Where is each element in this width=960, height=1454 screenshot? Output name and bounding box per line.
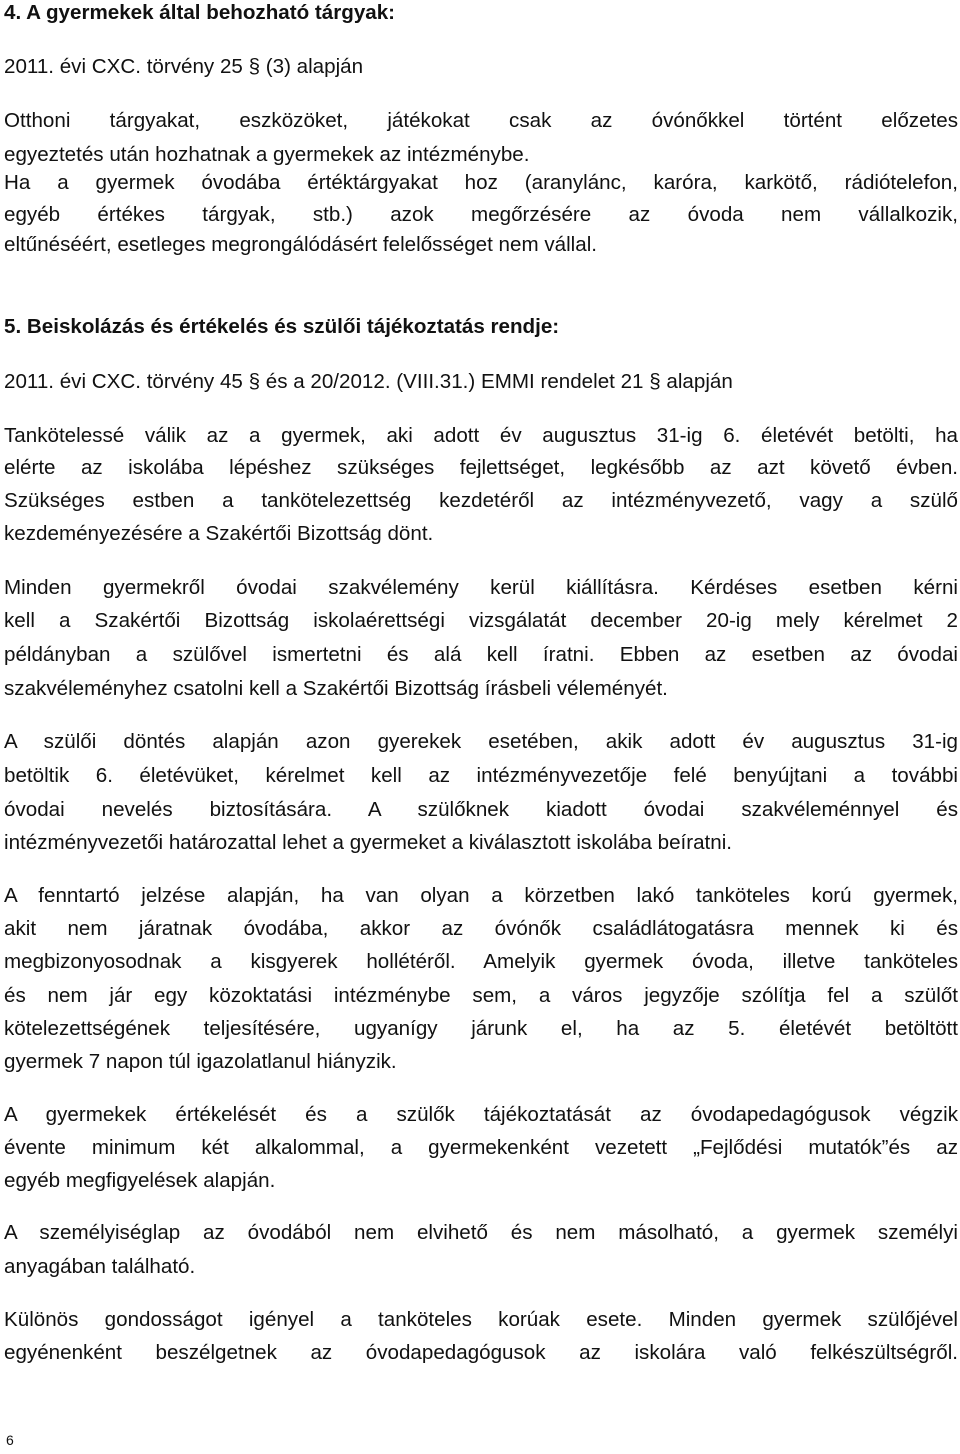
text-line: kötelezettségének teljesítésére, ugyanígy járunk el, ha az 5. életévét betöltött bbox=[4, 1017, 958, 1040]
text-line: A gyermekek értékelését és a szülők tájékoztatását az óvodapedagógusok végzik bbox=[4, 1103, 958, 1126]
text-line: és nem jár egy közoktatási intézménybe sem, a város jegyzője szólítja fel a szülőt bbox=[4, 984, 958, 1007]
text-line: kezdeményezésére a Szakértői Bizottság dönt. bbox=[4, 522, 434, 545]
text-line: Tankötelessé válik az a gyermek, aki adott év augusztus 31-ig 6. életévét betölti, ha bbox=[4, 424, 958, 447]
text-line: egyéb értékes tárgyak, stb.) azok megőrzésére az óvoda nem vállalkozik, bbox=[4, 203, 958, 226]
text-line: anyagában található. bbox=[4, 1255, 196, 1278]
text-line: A fenntartó jelzése alapján, ha van olyan a körzetben lakó tanköteles korú gyermek, bbox=[4, 884, 958, 907]
text-line: elérte az iskolába lépéshez szükséges fejlettséget, legkésőbb az azt követő évben. bbox=[4, 456, 958, 479]
page-number: 6 bbox=[6, 1432, 14, 1448]
section-heading: 4. A gyermekek által behozható tárgyak: bbox=[4, 1, 396, 24]
text-line: betöltik 6. életévüket, kérelmet kell az intézményvezetője felé benyújtani a további bbox=[4, 764, 958, 787]
text-line: szakvéleményhez csatolni kell a Szakértői Bizottság írásbeli véleményét. bbox=[4, 677, 668, 700]
text-line: egyénenként beszélgetnek az óvodapedagógusok az iskolára való felkészültségről. bbox=[4, 1341, 958, 1364]
text-line: A szülői döntés alapján azon gyerekek esetében, akik adott év augusztus 31-ig bbox=[4, 730, 958, 753]
text-line: egyeztetés után hozhatnak a gyermekek az intézménybe. bbox=[4, 143, 530, 166]
text-line: Szükséges estben a tankötelezettség kezdetéről az intézményvezető, vagy a szülő bbox=[4, 489, 958, 512]
text-line: akit nem járatnak óvodába, akkor az óvónők családlátogatásra mennek ki és bbox=[4, 917, 958, 940]
text-line: Ha a gyermek óvodába értéktárgyakat hoz (aranylánc, karóra, karkötő, rádiótelefon, bbox=[4, 171, 958, 194]
text-line: Minden gyermekről óvodai szakvélemény kerül kiállításra. Kérdéses esetben kérni bbox=[4, 576, 958, 599]
text-line: Különös gondosságot igényel a tanköteles korúak esete. Minden gyermek szülőjével bbox=[4, 1308, 958, 1331]
text-line: eltűnéséért, esetleges megrongálódásért felelősséget nem vállal. bbox=[4, 233, 597, 256]
text-line: 2011. évi CXC. törvény 45 § és a 20/2012. (VIII.31.) EMMI rendelet 21 § alapján bbox=[4, 370, 733, 393]
text-line: 2011. évi CXC. törvény 25 § (3) alapján bbox=[4, 55, 364, 78]
text-line: A személyiséglap az óvodából nem elvihető és nem másolható, a gyermek személyi bbox=[4, 1221, 958, 1244]
text-line: óvodai nevelés biztosítására. A szülőknek kiadott óvodai szakvéleménnyel és bbox=[4, 798, 958, 821]
text-line: példányban a szülővel ismertetni és alá kell íratni. Ebben az esetben az óvodai bbox=[4, 643, 958, 666]
text-line: kell a Szakértői Bizottság iskolaérettségi vizsgálatát december 20-ig mely kérelmet 2 bbox=[4, 609, 958, 632]
text-line: egyéb megfigyelések alapján. bbox=[4, 1169, 276, 1192]
text-line: évente minimum két alkalommal, a gyermekenként vezetett „Fejlődési mutatók”és az bbox=[4, 1136, 958, 1159]
text-line: intézményvezetői határozattal lehet a gyermeket a kiválasztott iskolába beíratni. bbox=[4, 831, 733, 854]
text-line: gyermek 7 napon túl igazolatlanul hiányzik. bbox=[4, 1050, 397, 1073]
section-heading: 5. Beiskolázás és értékelés és szülői tájékoztatás rendje: bbox=[4, 315, 560, 338]
text-line: Otthoni tárgyakat, eszközöket, játékokat csak az óvónőkkel történt előzetes bbox=[4, 109, 958, 132]
text-line: megbizonyosodnak a kisgyerek hollétéről. Amelyik gyermek óvoda, illetve tanköteles bbox=[4, 950, 958, 973]
